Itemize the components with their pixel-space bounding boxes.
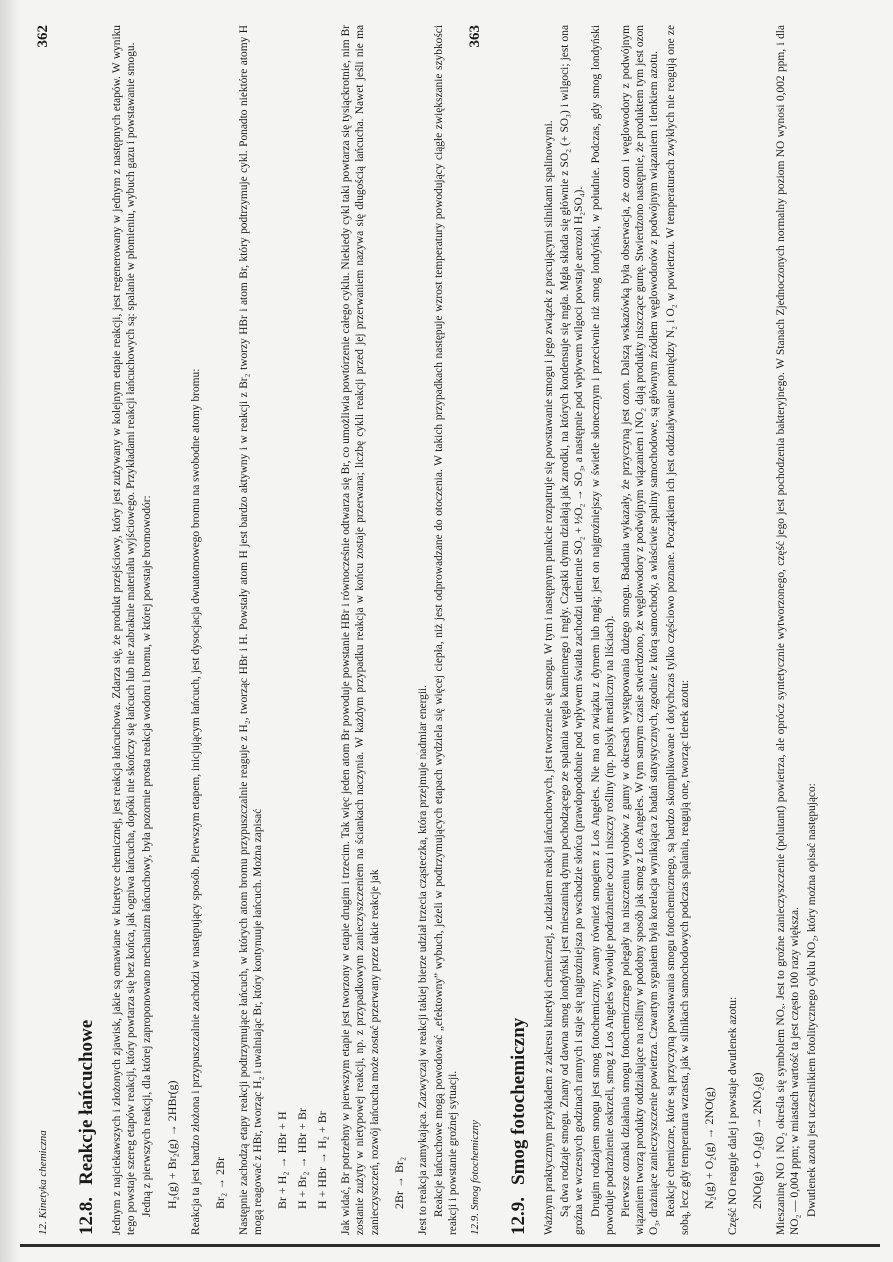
page-number: 363 [467, 25, 483, 48]
equation-initiation: Br₂ → 2Br [212, 1156, 227, 1209]
paragraph: Reakcje chemiczne, które są przyczyną powstawania smogu fotochemicznego, są bardzo skomplikowane i dotychczas tylko częściowo poznane. Początkiem ich jest oddziaływanie pomiędzy N₂ i O₂ w powietrzu. W temperaturach zwykłych nie reagują one ze sobą, lecz gdy temperatura wzrasta, jak w silnikach samochodowych podczas spalania, reagują one, tworząc tlenek azotu: [664, 25, 691, 1235]
body-text [542, 25, 821, 1235]
section-title: Reakcje łańcuchowe [76, 1019, 97, 1185]
paragraph: Ważnym praktycznym przykładem z zakresu kinetyki chemicznej, z udziałem reakcji łańcuchowych, jest tworzenie się smogu. W tym i następnym punkcie rozpatruje się powstawanie smogu i jego związek z pracującymi silnikami spalinowymi. [543, 120, 555, 1235]
paragraph: Reakcje łańcuchowe mogą powodować „efektowny” wybuch, jeżeli w podtrzymujących etapach wydziela się więcej ciepła, niż jest odprowadzane do otoczenia. W takich przypadkach następuje wzrost temperatury powodujący ciągłe zwiększanie szybkości reakcji i powstanie groźnej sytuacji. [433, 25, 460, 1235]
paragraph: Dwutlenek azotu jest uczestnikiem fotolitycznego cyklu NO₂, który można opisać następująco: [805, 783, 818, 1217]
paragraph: Pierwsze oznaki działania smogu fotochemicznego polegały na niszczeniu wyrobów z gumy w okresach występowania dużego smogu. Badania wykazały, że przyczyną jest ozon. Dalszą wskazówką była obserwacja, że ozon i węglowodory z podwójnym wiązaniem tworzą produkty oddziałujące na rośliny w podobny sposób jak smog z Los Angeles. W tym samym czasie stwierdzono, że węglowodory z podwójnym wiązaniem i NO₂ dają produkty niszczące gumę. Stwierdzono następnie, że produktem tym jest ozon O₃, drażniące zanieczyszczenie powietrza. Czwartym sygnałem była korelacja wynikająca z badań statystycznych, zgodnie z którą samochody, a właściwie spaliny samochodowe, są głównym źródłem węglowodorów z podwójnym wiązaniem i tlenkiem azotu. [620, 25, 661, 1235]
paragraph: Jednym z najciekawszych i złożonych zjawisk, jakie są omawiane w kinetyce chemicznej, jest reakcja łańcuchowa. Zdarza się, że produkt przejściowy, który jest zużywany w kolejnym etapie reakcji, jest regenerowany w jednym z następnych etapów. W wyniku tego powstaje szereg etapów reakcji, który powtarza się bez końca, jak ogniwa łańcucha, dopóki nie skończy się łańcuch lub nie zabraknie materiału wyjściowego. Przykładami reakcji łańcuchowych są: spalanie w płomieniu, wybuch gazu i powstawanie smogu. [111, 25, 138, 1235]
equation-no-formation: N₂(g) + O₂(g) → 2NO(g) [702, 1087, 717, 1209]
scan-edge-shadow [0, 0, 20, 1262]
section-heading [76, 25, 98, 1235]
running-title: 12. Kinetyka chemiczna [37, 1130, 49, 1235]
paragraph: Są dwa rodzaje smogu. Znany od dawna smog londyński jest mieszaniną dymu pochodzącego ze spalania węgla kamiennego i mgły. Cząstki dymu działają jak zarodki, na których kondensuje się mgła. Mgła składa się głównie z SO₂ (+ SO₃) i wilgoci; jest ona groźna we wczesnych godzinach rannych i staje się najgroźniejsza po wschodzie słońca (prawdopodobnie pod wpływem światła zachodzi utlenienie SO₂ + ½O₂ → SO₃, a następnie pod wpływem wilgoci powstaje aerozol H₂SO₄). [559, 25, 586, 1235]
equation-propagation-2: H + Br₂ → HBr + Br [295, 1107, 310, 1209]
section-title: Smog fotochemiczny [508, 1017, 529, 1185]
equation-no2-formation: 2NO(g) + O₂(g) → 2NO₂(g) [750, 1072, 765, 1209]
equation-propagation-3: H + HBr → H₂ + Br [315, 1111, 330, 1209]
paragraph: Jak widać, Br potrzebny w pierwszym etapie jest tworzony w etapie drugim i trzecim. Tak więc jeden atom Br powoduje powstanie HBr i równocześnie odtwarza się Br, co umożliwia powtórzenie całego cyklu. Niekiedy cykl taki powtarza się tysiąckrotnie, nim Br zostanie zużyty w nietypowej reakcji, np. z przypadkowym zanieczyszczeniem na ściankach naczynia. W każdym przypadku reakcja w końcu zostaje przerwana; liczbę cykli reakcji przed jej przerwaniem nazywa się długością łańcucha. Nawet jeśli nie ma zanieczyszczeń, rozwój łańcucha może zostać przerwany przez takie reakcje jak [340, 25, 381, 1235]
paragraph: Reakcja ta jest bardzo złożona i przypuszczalnie zachodzi w następujący sposób. Pierwszym etapem, inicjującym łańcuch, jest dysocjacja dwuatomowego bromu na swobodne atomy bromu: [189, 368, 202, 1235]
left-page-content [35, 25, 460, 1235]
right-running-head [467, 25, 494, 1235]
right-page [452, 0, 882, 1262]
paragraph: Mieszaninę NO i NO₂ określa się symbolem NOₓ. Jest to groźne zanieczyszczenie (polutant) powietrza, ale oprócz syntetycznie wytworzonego, część jego jest pochodzenia bakteryjnego. W Stanach Zjednoczonych normalny poziom NO wynosi 0,002 ppm, i dla NO₂ — 0,004 ppm; w miastach wartość ta jest często 100 razy większa. [775, 25, 802, 1235]
equation-overall: H₂(g) + Br₂(g) → 2HBr(g) [164, 1080, 179, 1209]
body-text [110, 25, 462, 1235]
paragraph: Jest to reakcja zamykająca. Zazwyczaj w reakcji takiej bierze udział trzecia cząsteczka, która przejmuje nadmiar energii. [416, 684, 429, 1235]
section-number: 12.8. [76, 1197, 97, 1235]
paragraph: Część NO reaguje dalej i powstaje dwutlenek azotu: [727, 996, 740, 1235]
running-title: 12.9. Smog fotochemiczny [469, 1120, 481, 1235]
paragraph: Drugim rodzajem smogu jest smog fotochemiczny, zwany również smogiem z Los Angeles. Nie ma on związku z dymem lub mgłą; jest on najgroźniejszy w świetle słonecznym i przeciwnie niż smog londyński, w południe. Podczas, gdy smog londyński powoduje podrażnienie oskrzeli, smog z Los Angeles wywołuje podrażnienie oczu i niszczy rośliny (np. polsyk metaliczny na liściach). [589, 25, 616, 1235]
section-heading [508, 25, 530, 1235]
left-page [20, 0, 460, 1262]
left-running-head [35, 25, 62, 1235]
equation-termination: 2Br → Br₂ [391, 1156, 406, 1209]
paragraph: Jedną z pierwszych reakcji, dla której zaproponowano mechanizm łańcuchowy, była pozornie prosta reakcja wodoru i bromu, w której powstaje bromowodór: [141, 495, 154, 1217]
paragraph: Następnie zachodzą etapy reakcji podtrzymujące łańcuch, w których atom bromu przypuszczalnie reaguje z H₂, tworząc HBr i H. Powstały atom H jest bardzo aktywny i w reakcji z Br₂ tworzy HBr i atom Br, który podtrzymuje cykl. Ponadto niektóre atomy H mogą reagować z HBr, tworząc H₂ i uwalniając Br, który kontynuuje łańcuch. Można zapisać [237, 25, 265, 1235]
equation-propagation-1: Br + H₂ → HBr + H [275, 1111, 290, 1209]
scan-bottom-rule [20, 1244, 880, 1247]
right-page-content [467, 25, 867, 1235]
section-number: 12.9. [508, 1197, 529, 1235]
page-number: 362 [35, 25, 51, 48]
